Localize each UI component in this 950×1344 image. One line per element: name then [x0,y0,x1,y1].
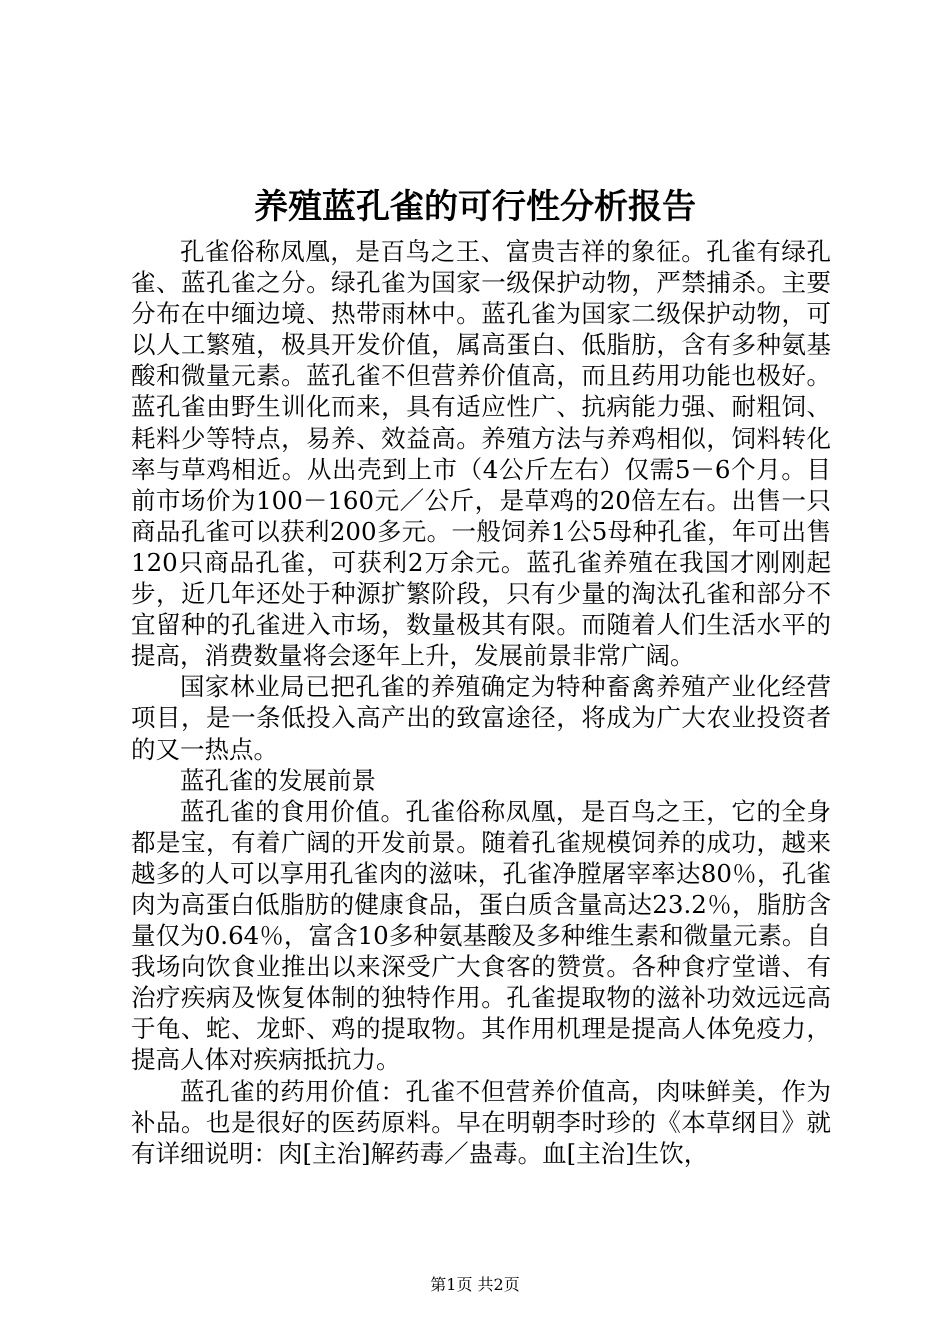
section-heading: 蓝孔雀的发展前景 [180,765,376,795]
medicinal-value-paragraph: 蓝孔雀的药用价值：孔雀不但营养价值高，肉味鲜美，作为补品。也是很好的医药原料。早在明朝李时珍的《本草纲目》就有详细说明：肉[主治]解药毒／蛊毒。血[主治]生饮， [131,1076,831,1168]
edible-value-paragraph: 蓝孔雀的食用价值。孔雀俗称凤凰，是百鸟之王，它的全身都是宝，有着广阔的开发前景。随着孔雀规模饲养的成功，越来越多的人可以享用孔雀肉的滋味，孔雀净膛屠宰率达80％，孔雀肉为高蛋白低脂肪的健康食品，蛋白质含量高达23.2％，脂肪含量仅为0.64％，富含10多种氨基酸及多种维生素和微量元素。自我场向饮食业推出以来深受广大食客的赞赏。各种食疗堂谱、有治疗疾病及恢复体制的独特作用。孔雀提取物的滋补功效远远高于龟、蛇、龙虾、鸡的提取物。其作用机理是提高人体免疫力，提高人体对疾病抵抗力。 [131,796,831,1075]
intro-paragraph: 孔雀俗称凤凰，是百鸟之王、富贵吉祥的象征。孔雀有绿孔雀、蓝孔雀之分。绿孔雀为国家一级保护动物，严禁捕杀。主要分布在中缅边境、热带雨林中。蓝孔雀为国家二级保护动物，可以人工繁殖，极具开发价值，属高蛋白、低脂肪，含有多种氨基酸和微量元素。蓝孔雀不但营养价值高，而且药用功能也极好。蓝孔雀由野生训化而来，具有适应性广、抗病能力强、耐粗饲、耗料少等特点，易养、效益高。养殖方法与养鸡相似，饲料转化率与草鸡相近。从出壳到上市（4公斤左右）仅需5－6个月。目前市场价为100－160元／公斤，是草鸡的20倍左右。出售一只商品孔雀可以获利200多元。一般饲养1公5母种孔雀，年可出售120只商品孔雀，可获利2万余元。蓝孔雀养殖在我国才刚刚起步，近几年还处于种源扩繁阶段，只有少量的淘汰孔雀和部分不宜留种的孔雀进入市场，数量极其有限。而随着人们生活水平的提高，消费数量将会逐年上升，发展前景非常广阔。 [131,237,831,671]
page-footer: 第1页 共2页 [430,1275,520,1294]
document-body [131,236,831,1169]
policy-paragraph: 国家林业局已把孔雀的养殖确定为特种畜禽养殖产业化经营项目，是一条低投入高产出的致富途径，将成为广大农业投资者的又一热点。 [131,672,831,764]
document-title: 养殖蓝孔雀的可行性分析报告 [254,187,696,227]
